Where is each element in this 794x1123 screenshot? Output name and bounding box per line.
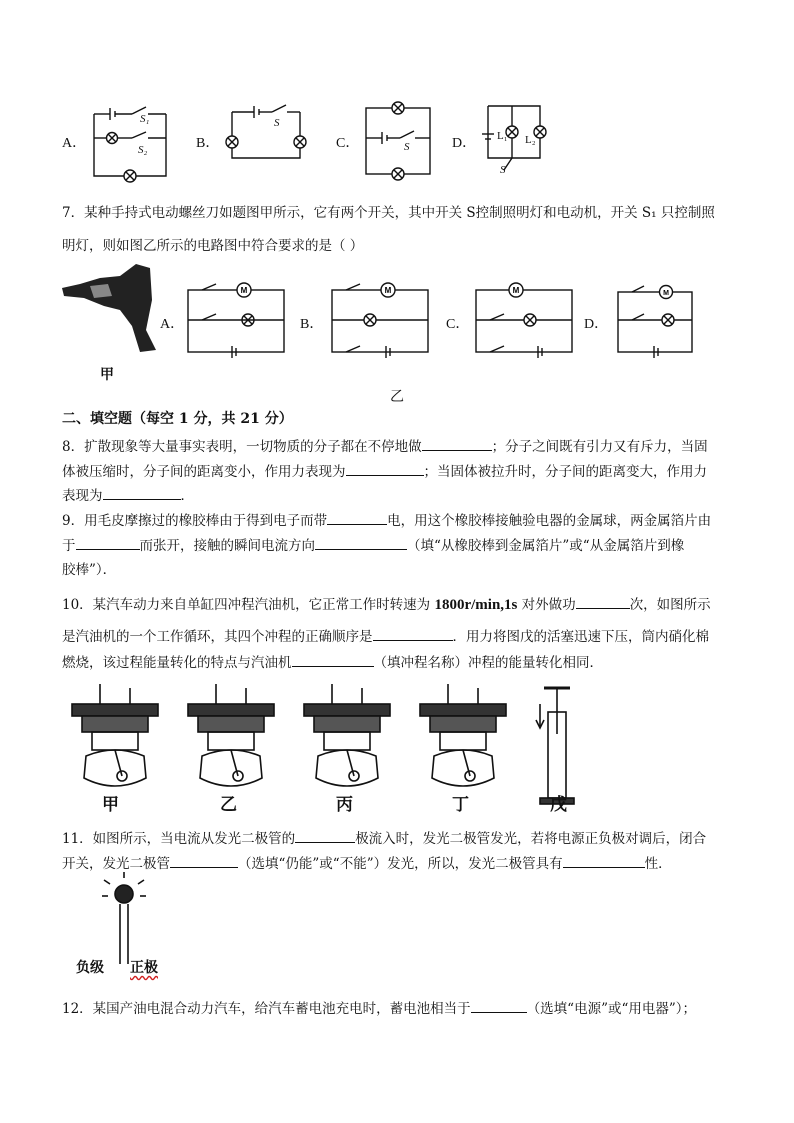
q7-label-yi: 乙 (390, 390, 404, 405)
q11-text: 开关，发光二极管 (62, 856, 170, 872)
q11-text: 极流入时，发光二极管发光，若将电源正负极对调后，闭合 (355, 831, 707, 847)
q6-option-b[interactable]: B． (196, 136, 220, 151)
q7-circuit-d (616, 288, 696, 358)
q8-text: 8．扩散现象等大量事实表明，一切物质的分子都在不停地做 (62, 439, 422, 455)
q6-circuit-b (224, 102, 308, 162)
q11-text: （选填“仍能”或“不能”）发光，所以，发光二极管具有 (238, 856, 563, 872)
q10-engine-figures (70, 684, 600, 814)
q7-option-d[interactable]: D． (584, 317, 609, 332)
q9-text: 而张开，接触的瞬间电流方向 (139, 538, 315, 554)
q12-text: 12．某国产油电混合动力汽车，给汽车蓄电池充电时，蓄电池相当于 (62, 1001, 471, 1017)
q6-circuit-c (362, 98, 436, 182)
q7-line1: 7．某种手持式电动螺丝刀如题图甲所示，它有两个开关，其中开关 S控制照明灯和电动机，开关 S₁ 只控制照 (62, 205, 715, 221)
q6-d-l2-label: L₂ (525, 134, 536, 146)
q7-screwdriver-image (60, 260, 160, 354)
q8-text: ；当固体被拉升时，分子间的距离变大，作用力 (423, 464, 707, 480)
q10-text: 燃烧，该过程能量转化的特点与汽油机 (62, 655, 292, 671)
q10-blank-1[interactable] (576, 594, 630, 609)
q12-blank-1[interactable] (471, 998, 527, 1013)
q7-line2: 明灯，则如图乙所示的电路图中符合要求的是（ ） (62, 238, 364, 254)
q10-line3 (62, 652, 603, 673)
q11-line2 (62, 853, 672, 874)
q9-blank-1[interactable] (327, 510, 387, 525)
q7-label-jia: 甲 (100, 368, 114, 383)
q11-negative-label: 负级 (76, 960, 104, 976)
q9-line2 (62, 535, 684, 556)
q9-text: （填“从橡胶棒到金属箔片”或“从金属箔片到橡 (407, 538, 685, 554)
q9-blank-3[interactable] (315, 535, 407, 550)
q8-blank-2[interactable] (346, 461, 424, 476)
q7-option-a[interactable]: A． (160, 317, 185, 332)
q11-blank-2[interactable] (170, 853, 238, 868)
q6-d-l1-label: L₁ (497, 130, 508, 142)
q8-blank-3[interactable] (103, 485, 181, 500)
q8-text: ． (180, 488, 194, 504)
q10-text: 10．某汽车动力来自单缸四冲程汽油机，它正常工作时转速为 (62, 597, 435, 613)
q10-blank-2[interactable] (373, 626, 453, 641)
q8-line3 (62, 485, 194, 506)
q10-label-yi: 乙 (220, 795, 237, 814)
q10-line1 (62, 594, 711, 615)
q10-label-wu: 戊 (550, 795, 567, 814)
q12-text: （选填“电源”或“用电器”）； (526, 1001, 697, 1017)
q10-label-jia: 甲 (102, 795, 119, 814)
q9-text: 电，用这个橡胶棒接触验电器的金属球，两金属箔片由 (387, 513, 712, 529)
q10-line2 (62, 626, 709, 647)
q8-blank-1[interactable] (422, 436, 492, 451)
q10-label-ding: 丁 (452, 795, 469, 814)
q11-positive-label: 正极 (130, 960, 158, 976)
q11-line1 (62, 828, 706, 849)
q9-text: 于 (62, 538, 76, 554)
q10-text: 是汽油机的一个工作循环，其四个冲程的正确顺序是 (62, 629, 373, 645)
q11-blank-3[interactable] (563, 853, 645, 868)
q8-text: 表现为 (62, 488, 103, 504)
q6-d-s-label: S (500, 164, 506, 176)
q10-text: 对外做功 (517, 597, 576, 613)
q6-a-s2-label: S₂ (138, 144, 148, 156)
q6-circuit-a (92, 98, 172, 184)
q9-blank-2[interactable] (76, 535, 140, 550)
q12-line1 (62, 998, 696, 1019)
q7-option-c[interactable]: C． (446, 317, 470, 332)
q11-text: 11．如图所示，当电流从发光二极管的 (62, 831, 296, 847)
q6-c-s-label: S (404, 141, 410, 153)
q10-text: ．用力将图戊的活塞迅速下压，筒内硝化棉 (452, 629, 709, 645)
q6-b-s-label: S (274, 117, 280, 129)
q9-line1 (62, 510, 711, 531)
q8-line2 (62, 461, 707, 482)
q6-option-c[interactable]: C． (336, 136, 360, 151)
section2-title: 二、填空题（每空 1 分，共 21 分） (62, 411, 293, 427)
q9-text: 9．用毛皮摩擦过的橡胶棒由于得到电子而带 (62, 513, 328, 529)
q11-text: 性． (644, 856, 672, 872)
q10-text: 次，如图所示 (629, 597, 711, 613)
q7-d-motor: M (663, 290, 669, 297)
q11-blank-1[interactable] (295, 828, 355, 843)
q7-circuit-b (330, 282, 434, 358)
q7-a-motor: M (240, 286, 248, 295)
q7-b-motor: M (384, 286, 392, 295)
q8-text: 体被压缩时，分子间的距离变小，作用力表现为 (62, 464, 346, 480)
q6-option-d[interactable]: D． (452, 136, 477, 151)
q7-c-motor: M (512, 286, 520, 295)
q6-circuit-d (480, 100, 550, 180)
q6-option-a[interactable]: A． (62, 136, 87, 151)
q10-label-bing: 丙 (336, 795, 353, 814)
q7-circuit-a (186, 282, 290, 358)
q8-text: ；分子之间既有引力又有斥力，当固 (491, 439, 708, 455)
q10-text: （填冲程名称）冲程的能量转化相同． (373, 655, 603, 671)
q10-speed: 1800r/min,1s (434, 597, 518, 613)
q7-option-b[interactable]: B． (300, 317, 324, 332)
q10-blank-3[interactable] (292, 652, 374, 667)
q7-circuit-c (474, 282, 578, 358)
q6-a-s1-label: S₁ (140, 113, 150, 125)
q9-line3: 胶棒”）． (62, 562, 117, 578)
q8-line1 (62, 436, 708, 457)
